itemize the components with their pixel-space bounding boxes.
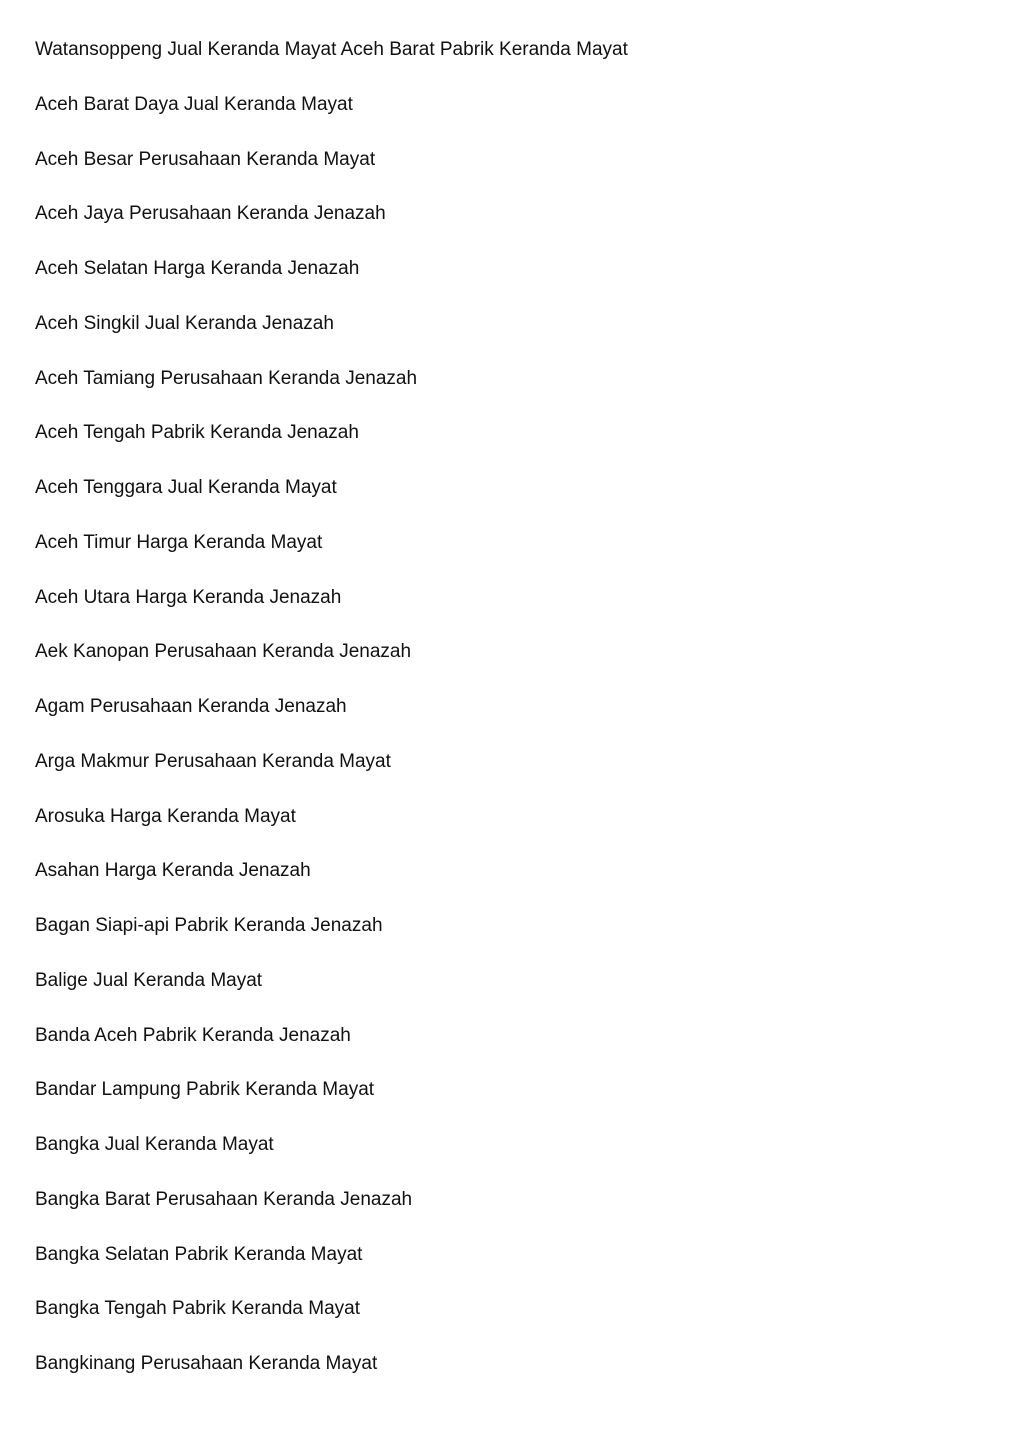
text-line: Bangka Selatan Pabrik Keranda Mayat (35, 1243, 363, 1265)
text-line: Aceh Tamiang Perusahaan Keranda Jenazah (35, 367, 418, 389)
text-line: Aceh Selatan Harga Keranda Jenazah (35, 258, 360, 279)
text-line: Bangka Barat Perusahaan Keranda Jenazah (35, 1188, 413, 1210)
text-line: Bangka Jual Keranda Mayat (35, 1134, 274, 1155)
text-line: Aceh Tengah Pabrik Keranda Jenazah (35, 422, 359, 444)
text-line: Aek Kanopan Perusahaan Keranda Jenazah (35, 641, 412, 663)
text-line: Arga Makmur Perusahaan Keranda Mayat (35, 750, 391, 772)
text-line: Aceh Besar Perusahaan Keranda Mayat (35, 148, 376, 170)
text-line: Aceh Utara Harga Keranda Jenazah (35, 586, 342, 608)
text-line: Aceh Tenggara Jual Keranda Mayat (35, 477, 337, 498)
text-line: Aceh Jaya Perusahaan Keranda Jenazah (35, 203, 386, 225)
text-line: Aceh Timur Harga Keranda Mayat (35, 531, 323, 553)
text-line: Bagan Siapi-api Pabrik Keranda Jenazah (35, 915, 383, 936)
text-line: Arosuka Harga Keranda Mayat (35, 805, 296, 827)
text-line-list (35, 38, 995, 1407)
text-line: Bandar Lampung Pabrik Keranda Mayat (35, 1079, 375, 1101)
text-line: Asahan Harga Keranda Jenazah (35, 860, 311, 882)
text-line: Agam Perusahaan Keranda Jenazah (35, 696, 347, 717)
text-line: Banda Aceh Pabrik Keranda Jenazah (35, 1024, 351, 1046)
text-line: Aceh Singkil Jual Keranda Jenazah (35, 312, 334, 334)
text-line: Watansoppeng Jual Keranda Mayat Aceh Barat Pabrik Keranda Mayat (35, 39, 628, 60)
text-line: Bangkinang Perusahaan Keranda Mayat (35, 1353, 378, 1374)
text-line: Balige Jual Keranda Mayat (35, 969, 263, 991)
text-line: Bangka Tengah Pabrik Keranda Mayat (35, 1298, 360, 1320)
text-line: Aceh Barat Daya Jual Keranda Mayat (35, 93, 353, 115)
